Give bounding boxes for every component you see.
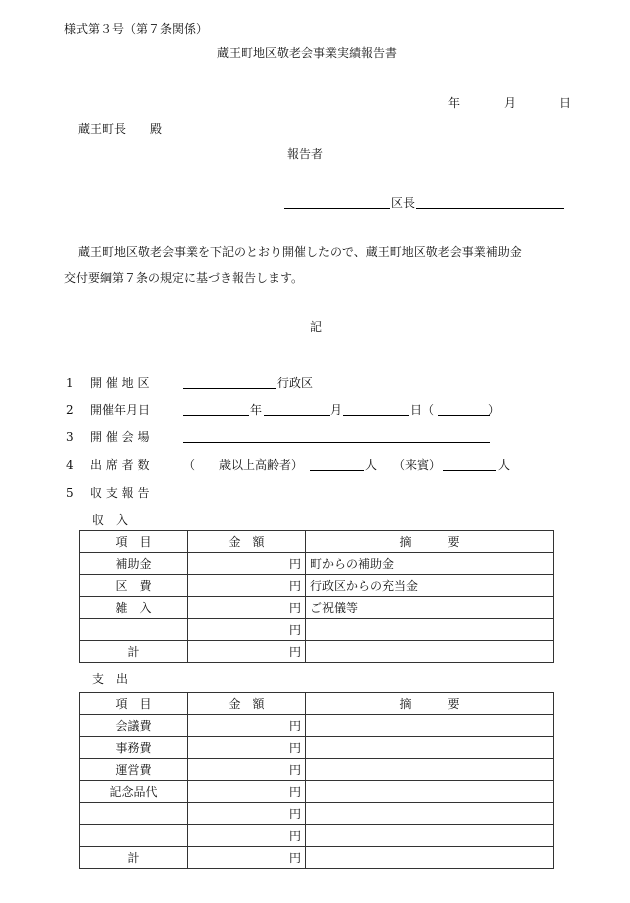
expense-amount-cell[interactable]: 円 [188, 781, 306, 803]
venue-field[interactable] [183, 442, 490, 443]
item-4-label: 出 席 者 数 [90, 458, 150, 472]
income-item-cell: 雑 入 [80, 597, 188, 619]
table-row [80, 597, 554, 619]
income-total-summary [306, 641, 554, 663]
table-row [80, 737, 554, 759]
income-header-amount: 金 額 [188, 531, 306, 553]
income-summary-cell[interactable] [306, 619, 554, 641]
income-item-cell[interactable] [80, 619, 188, 641]
expense-item-cell[interactable] [80, 803, 188, 825]
income-header-row [80, 531, 554, 553]
district-name-field[interactable] [284, 208, 390, 209]
guest-count-unit: 人 [498, 458, 511, 472]
expense-summary-cell[interactable] [306, 825, 554, 847]
income-header-summary: 摘 要 [306, 531, 554, 553]
district-head-label: 区長 [391, 196, 416, 210]
expense-amount-cell[interactable]: 円 [188, 759, 306, 781]
expense-amount-cell[interactable]: 円 [188, 803, 306, 825]
expense-item-cell: 事務費 [80, 737, 188, 759]
income-amount-cell[interactable]: 円 [188, 619, 306, 641]
income-summary-cell: 町からの補助金 [306, 553, 554, 575]
table-row [80, 759, 554, 781]
date-year-label: 年 [448, 96, 461, 110]
expense-amount-cell[interactable]: 円 [188, 737, 306, 759]
month-label: 月 [330, 403, 343, 417]
date-month-label: 月 [504, 96, 517, 110]
income-summary-cell: ご祝儀等 [306, 597, 554, 619]
expense-summary-cell[interactable] [306, 803, 554, 825]
year-label: 年 [250, 403, 263, 417]
elderly-count-prefix: （ 歳以上高齢者） [183, 458, 304, 472]
expense-total-summary [306, 847, 554, 869]
income-total-label: 計 [80, 641, 188, 663]
expense-header-item: 項 目 [80, 693, 188, 715]
expense-summary-cell[interactable] [306, 759, 554, 781]
item-2-number: 2 [66, 403, 74, 417]
income-amount-cell[interactable]: 円 [188, 553, 306, 575]
table-row [80, 575, 554, 597]
income-total-row [80, 641, 554, 663]
item-1-suffix: 行政区 [277, 376, 314, 390]
elderly-count-unit: 人 [365, 458, 378, 472]
expense-total-amount[interactable]: 円 [188, 847, 306, 869]
year-field[interactable] [183, 415, 249, 416]
expense-header-row [80, 693, 554, 715]
table-row [80, 553, 554, 575]
expense-item-cell[interactable] [80, 825, 188, 847]
expense-total-label: 計 [80, 847, 188, 869]
guest-count-field[interactable] [443, 470, 496, 471]
income-total-amount[interactable]: 円 [188, 641, 306, 663]
expense-table [79, 692, 554, 869]
item-5-label: 収 支 報 告 [90, 486, 150, 500]
item-4-number: 4 [66, 458, 74, 472]
expense-header-summary: 摘 要 [306, 693, 554, 715]
table-row [80, 803, 554, 825]
item-1-label: 開 催 地 区 [90, 376, 150, 390]
date-day-label: 日 [559, 96, 572, 110]
expense-total-row [80, 847, 554, 869]
income-amount-cell[interactable]: 円 [188, 597, 306, 619]
report-paragraph-line-1: 蔵王町地区敬老会事業を下記のとおり開催したので、蔵王町地区敬老会事業補助金 [78, 245, 522, 259]
expense-item-cell: 運営費 [80, 759, 188, 781]
expense-summary-cell[interactable] [306, 715, 554, 737]
district-head-name-field[interactable] [416, 208, 564, 209]
table-row [80, 825, 554, 847]
expense-summary-cell[interactable] [306, 781, 554, 803]
item-5-number: 5 [66, 486, 74, 500]
weekday-field[interactable] [438, 415, 490, 416]
expense-summary-cell[interactable] [306, 737, 554, 759]
income-amount-cell[interactable]: 円 [188, 575, 306, 597]
report-paragraph-line-2: 交付要綱第７条の規定に基づき報告します。 [64, 271, 304, 285]
income-item-cell: 補助金 [80, 553, 188, 575]
day-field[interactable] [343, 415, 409, 416]
addressee: 蔵王町長 殿 [78, 122, 163, 136]
ki-label: 記 [310, 320, 323, 334]
table-row [80, 619, 554, 641]
close-paren-label: ） [488, 403, 501, 417]
form-number: 様式第３号（第７条関係） [64, 22, 209, 36]
expense-heading: 支 出 [92, 672, 129, 686]
expense-amount-cell[interactable]: 円 [188, 825, 306, 847]
expense-item-cell: 記念品代 [80, 781, 188, 803]
income-table [79, 530, 554, 663]
income-summary-cell: 行政区からの充当金 [306, 575, 554, 597]
document-title: 蔵王町地区敬老会事業実績報告書 [217, 46, 398, 60]
item-3-label: 開 催 会 場 [90, 430, 150, 444]
month-field[interactable] [264, 415, 330, 416]
expense-header-amount: 金 額 [188, 693, 306, 715]
item-2-label: 開催年月日 [90, 403, 151, 417]
table-row [80, 715, 554, 737]
income-item-cell: 区 費 [80, 575, 188, 597]
expense-item-cell: 会議費 [80, 715, 188, 737]
reporter-label: 報告者 [287, 147, 324, 161]
item-3-number: 3 [66, 430, 74, 444]
day-open-paren-label: 日（ [410, 403, 435, 417]
guest-count-prefix: （来賓） [393, 458, 442, 472]
item-1-number: 1 [66, 376, 74, 390]
expense-amount-cell[interactable]: 円 [188, 715, 306, 737]
table-row [80, 781, 554, 803]
income-heading: 収 入 [92, 513, 129, 527]
district-field[interactable] [183, 388, 276, 389]
income-header-item: 項 目 [80, 531, 188, 553]
elderly-count-field[interactable] [310, 470, 364, 471]
